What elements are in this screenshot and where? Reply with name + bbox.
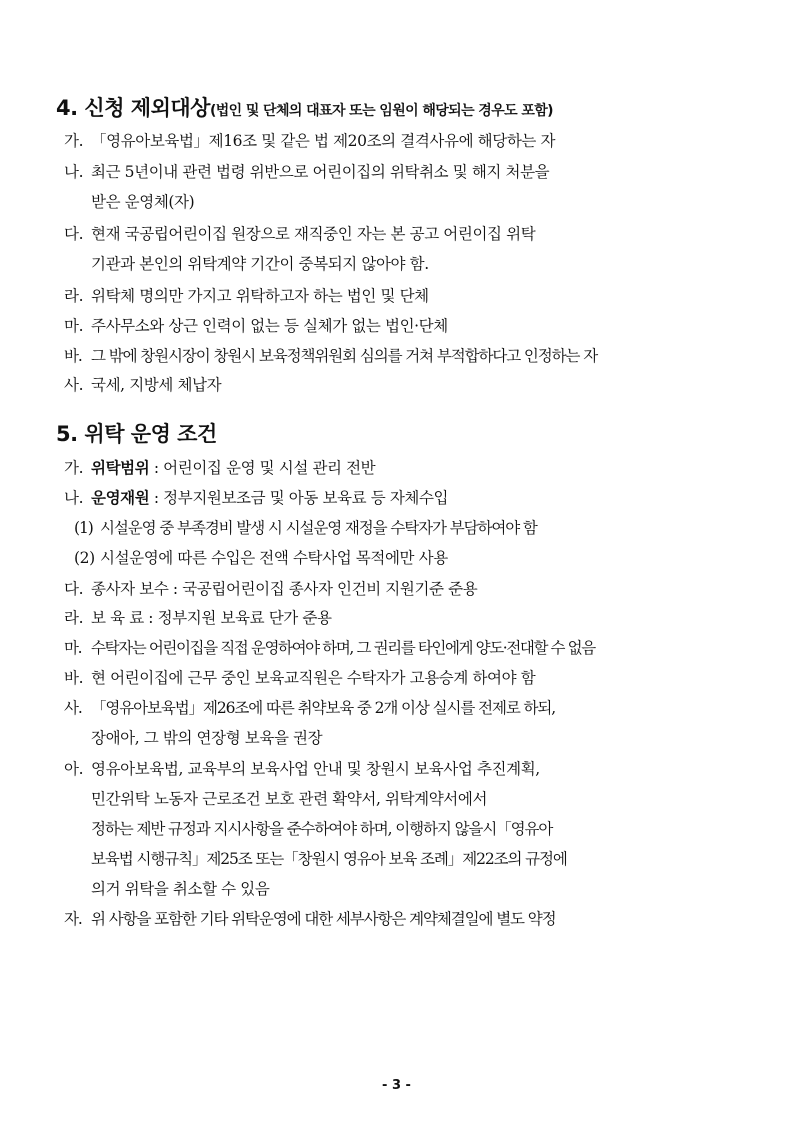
section-4-item-ba	[64, 344, 597, 366]
item-text: 위탁체 명의만 가지고 위탁하고자 하는 법인 및 단체	[91, 287, 429, 305]
item-marker: 사.	[64, 376, 84, 394]
item-marker: 라.	[64, 287, 84, 305]
section-4-item-da-continued	[91, 252, 429, 274]
item-text: 「영유아보육법」제16조 및 같은 법 제20조의 결격사유에 해당하는 자	[91, 132, 556, 150]
section-4-heading	[56, 92, 553, 122]
section-5-item-ja	[64, 907, 556, 929]
section-4-title: 신청 제외대상	[84, 96, 210, 120]
item-text: 민간위탁 노동자 근로조건 보호 관련 확약서, 위탁계약서에서	[91, 790, 488, 808]
item-text: 보육법 시행규칙」제25조 또는「창원시 영유아 보육 조례」제22조의 규정에	[91, 850, 567, 868]
item-marker: 사.	[64, 699, 82, 717]
item-marker: 가.	[64, 459, 84, 477]
section-5-subitem-1	[74, 516, 537, 538]
item-text: 정하는 제반 규정과 지시사항을 준수하여야 하며, 이행하지 않을시「영유아	[91, 820, 553, 838]
item-text: 현재 국공립어린이집 원장으로 재직중인 자는 본 공고 어린이집 위탁	[91, 225, 536, 243]
item-marker: (2)	[74, 549, 95, 567]
item-text: 장애아, 그 밖의 연장형 보육을 권장	[91, 729, 323, 747]
section-5-item-a-continued-4	[91, 877, 269, 899]
item-marker: 다.	[64, 580, 84, 598]
section-4-item-da	[64, 222, 535, 244]
item-text: 보 육 료 : 정부지원 보육료 단가 준용	[91, 609, 332, 627]
item-text: 최근 5년이내 관련 법령 위반으로 어린이집의 위탁취소 및 해지 처분을	[91, 163, 550, 181]
section-5-item-na	[64, 486, 448, 508]
page-number: - 3 -	[382, 1078, 411, 1093]
section-4-item-ra	[64, 284, 429, 306]
item-text: 시설운영 중 부족경비 발생 시 시설운영 재정을 수탁자가 부담하여야 함	[100, 519, 537, 537]
item-text: 의거 위탁을 취소할 수 있음	[91, 880, 270, 898]
item-text: 수탁자는 어린이집을 직접 운영하여야 하며, 그 권리를 타인에게 양도·전대할 수 없음	[91, 639, 595, 657]
item-text: 「영유아보육법」제26조에 따른 취약보육 중 2개 이상 실시를 전제로 하되,	[91, 699, 556, 717]
item-marker: 바.	[64, 669, 84, 687]
section-5-item-ba	[64, 666, 535, 688]
item-text: 주사무소와 상근 인력이 없는 등 실체가 없는 법인·단체	[91, 317, 448, 335]
item-marker: 다.	[64, 225, 84, 243]
item-marker: 아.	[64, 760, 84, 778]
item-text: : 어린이집 운영 및 시설 관리 전반	[149, 459, 376, 477]
section-5-item-ga	[64, 456, 375, 478]
section-5-title: 위탁 운영 조건	[84, 422, 217, 446]
item-text: 그 밖에 창원시장이 창원시 보육정책위원회 심의를 거쳐 부적합하다고 인정하는 자	[91, 347, 598, 365]
section-5-item-a-continued-2	[91, 817, 552, 839]
item-text: 위 사항을 포함한 기타 위탁운영에 대한 세부사항은 계약체결일에 별도 약정	[91, 910, 556, 928]
section-4-item-ga	[64, 129, 555, 151]
item-marker: 나.	[64, 163, 84, 181]
item-text: : 정부지원보조금 및 아동 보육료 등 자체수입	[149, 489, 449, 507]
item-label: 운영재원	[91, 489, 150, 507]
item-text: 종사자 보수 : 국공립어린이집 종사자 인건비 지원기준 준용	[91, 580, 478, 598]
section-5-subitem-2	[74, 546, 448, 568]
section-5-heading	[56, 418, 217, 448]
item-marker: 마.	[64, 639, 82, 657]
section-5-item-a-continued-1	[91, 787, 487, 809]
item-marker: 마.	[64, 317, 84, 335]
section-5-item-a	[64, 757, 540, 779]
section-4-note: (법인 및 단체의 대표자 또는 임원이 해당되는 경우도 포함)	[209, 103, 553, 119]
item-text: 기관과 본인의 위탁계약 기간이 중복되지 않아야 함.	[91, 255, 429, 273]
section-5-item-ma	[64, 636, 595, 658]
section-5-item-sa	[64, 696, 555, 718]
section-5-item-da	[64, 577, 477, 599]
item-text: 국세, 지방세 체납자	[91, 376, 222, 394]
item-text: 현 어린이집에 근무 중인 보육교직원은 수탁자가 고용승계 하여야 함	[91, 669, 536, 687]
section-5-item-a-continued-3	[91, 847, 567, 869]
section-4-number: 4.	[56, 96, 78, 120]
section-5-number: 5.	[56, 422, 78, 446]
section-5-item-sa-continued	[91, 726, 322, 748]
item-marker: 자.	[64, 910, 82, 928]
item-text: 영유아보육법, 교육부의 보육사업 안내 및 창원시 보육사업 추진계획,	[91, 760, 540, 778]
section-4-item-sa	[64, 373, 221, 395]
item-marker: 바.	[64, 347, 82, 365]
section-4-item-ma	[64, 314, 448, 336]
section-4-item-na-continued	[91, 190, 194, 212]
section-4-item-na	[64, 160, 549, 182]
item-marker: 나.	[64, 489, 84, 507]
item-marker: (1)	[74, 519, 93, 537]
section-5-item-ra	[64, 606, 332, 628]
item-text: 받은 운영체(자)	[91, 193, 195, 211]
item-marker: 라.	[64, 609, 84, 627]
item-marker: 가.	[64, 132, 84, 150]
item-label: 위탁범위	[91, 459, 150, 477]
item-text: 시설운영에 따른 수입은 전액 수탁사업 목적에만 사용	[100, 549, 448, 567]
